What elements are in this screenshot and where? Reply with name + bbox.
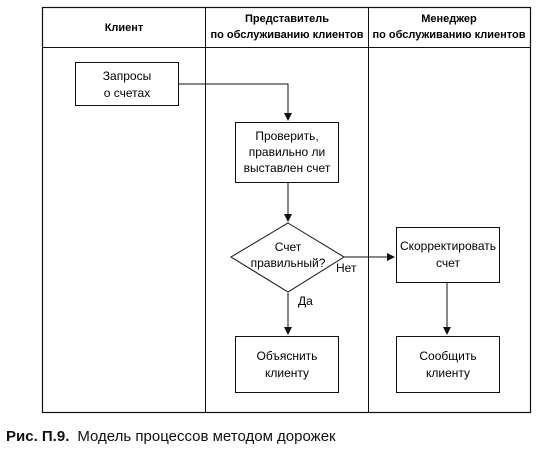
lane-title-client-line-1: Клиент <box>104 22 144 34</box>
lane-header-manager <box>372 13 525 41</box>
node-explain-line-1: Объяснить <box>256 349 318 363</box>
node-check <box>236 123 339 183</box>
lane-title-representative-line-1: Представитель <box>245 13 329 25</box>
node-check-line-3: выставлен счет <box>243 161 331 175</box>
lane-header-client <box>105 22 144 34</box>
node-correct-line-2: счет <box>436 256 460 270</box>
node-explain-box <box>236 337 339 393</box>
node-decision <box>231 223 344 292</box>
node-notify-line-1: Сообщить <box>419 349 477 363</box>
edge-label-no: Нет <box>336 261 357 275</box>
node-request-line-1: Запросы <box>102 69 152 83</box>
node-explain <box>236 337 339 393</box>
figure-caption <box>6 428 336 445</box>
figure-caption-text: Модель процессов методом дорожек <box>77 428 336 445</box>
node-decision-line-1: Счет <box>274 240 302 254</box>
node-notify <box>397 337 500 393</box>
figure-caption-label: Рис. П.9. <box>6 428 70 445</box>
node-request-line-2: о счетах <box>103 86 151 100</box>
lane-header-representative <box>210 13 363 41</box>
node-correct <box>397 228 500 283</box>
edge-request-to-check <box>179 84 288 120</box>
node-correct-line-1: Скорректировать <box>399 239 497 253</box>
node-request <box>76 63 179 106</box>
node-check-line-1: Проверить, <box>255 129 319 143</box>
node-notify-box <box>397 337 500 393</box>
edge-label-yes: Да <box>298 294 313 308</box>
node-correct-box <box>397 228 500 283</box>
lane-title-manager-line-1: Менеджер <box>421 13 477 25</box>
node-decision-line-2: правильный? <box>250 256 326 270</box>
connectors <box>179 84 447 334</box>
lane-title-manager-line-2: по обслуживанию клиентов <box>372 29 526 41</box>
node-explain-line-2: клиенту <box>264 366 310 380</box>
node-notify-line-2: клиенту <box>425 366 471 380</box>
lane-title-representative-line-2: по обслуживанию клиентов <box>210 29 364 41</box>
node-check-line-2: правильно ли <box>248 145 326 159</box>
